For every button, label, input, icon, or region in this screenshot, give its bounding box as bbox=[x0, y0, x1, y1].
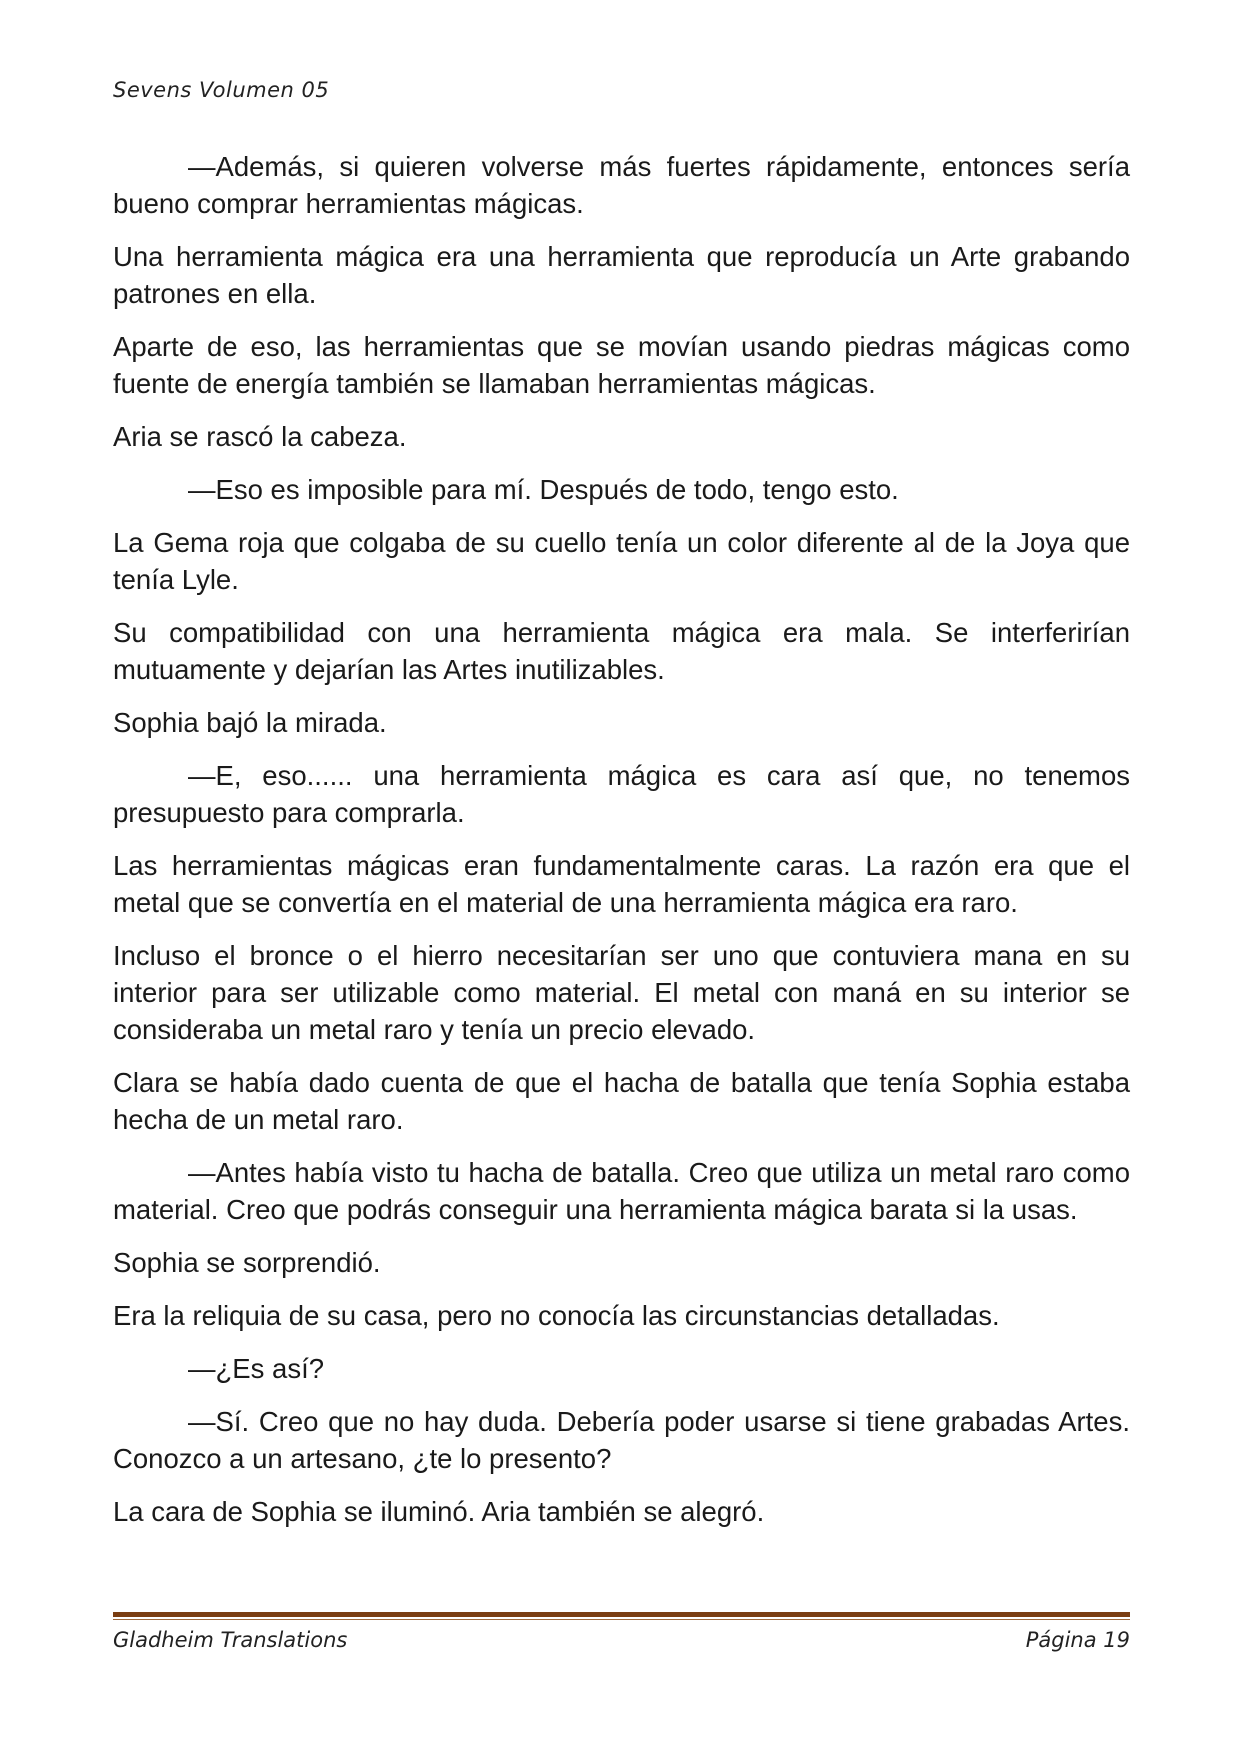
paragraph: La cara de Sophia se iluminó. Aria también se alegró. bbox=[113, 1496, 765, 1527]
footer-divider-thin bbox=[113, 1619, 1130, 1620]
paragraph: Su compatibilidad con una herramienta mágica era mala. Se interferirían mutuamente y dejarían las Artes inutilizables. bbox=[113, 617, 1130, 685]
page-number: Página 19 bbox=[1025, 1628, 1130, 1652]
paragraph: Las herramientas mágicas eran fundamentalmente caras. La razón era que el metal que se convertía en el material de una herramienta mágica era raro. bbox=[113, 850, 1130, 918]
paragraph: Aparte de eso, las herramientas que se movían usando piedras mágicas como fuente de energía también se llamaban herramientas mágicas. bbox=[113, 331, 1130, 399]
paragraph-dialog: —Además, si quieren volverse más fuertes rápidamente, entonces sería bueno comprar herramientas mágicas. bbox=[113, 151, 1130, 219]
paragraph-dialog: —¿Es así? bbox=[188, 1353, 325, 1384]
footer-credit: Gladheim Translations bbox=[113, 1628, 348, 1652]
paragraph: Sophia se sorprendió. bbox=[113, 1247, 381, 1278]
paragraph: Era la reliquia de su casa, pero no conocía las circunstancias detalladas. bbox=[113, 1300, 1000, 1331]
paragraph: Sophia bajó la mirada. bbox=[113, 707, 387, 738]
paragraph: Clara se había dado cuenta de que el hacha de batalla que tenía Sophia estaba hecha de un metal raro. bbox=[113, 1067, 1130, 1135]
paragraph-dialog: —Sí. Creo que no hay duda. Debería poder usarse si tiene grabadas Artes. Conozco a un artesano, ¿te lo presento? bbox=[113, 1406, 1130, 1474]
paragraph: Incluso el bronce o el hierro necesitarían ser uno que contuviera mana en su interior para ser utilizable como material. El metal con maná en su interior se consideraba un metal raro y tenía un precio elevado. bbox=[113, 940, 1130, 1045]
footer-divider-thick bbox=[113, 1612, 1130, 1617]
body-text bbox=[113, 148, 1130, 1546]
paragraph-dialog: —Eso es imposible para mí. Después de todo, tengo esto. bbox=[188, 474, 899, 505]
paragraph: Aria se rascó la cabeza. bbox=[113, 421, 407, 452]
paragraph: Una herramienta mágica era una herramienta que reproducía un Arte grabando patrones en ella. bbox=[113, 241, 1130, 309]
paragraph-dialog: —E, eso...... una herramienta mágica es cara así que, no tenemos presupuesto para comprarla. bbox=[113, 760, 1130, 828]
footer-divider bbox=[113, 1612, 1130, 1620]
running-header: Sevens Volumen 05 bbox=[113, 78, 330, 102]
paragraph: La Gema roja que colgaba de su cuello tenía un color diferente al de la Joya que tenía Lyle. bbox=[113, 527, 1130, 595]
paragraph-dialog: —Antes había visto tu hacha de batalla. Creo que utiliza un metal raro como material. Creo que podrás conseguir una herramienta mágica barata si la usas. bbox=[113, 1157, 1130, 1225]
